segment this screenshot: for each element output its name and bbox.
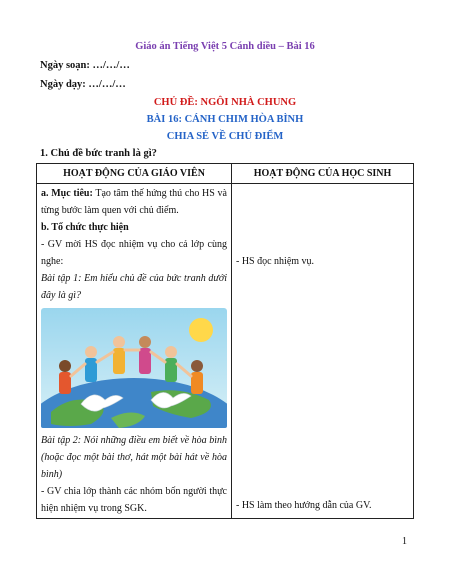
peace-illustration xyxy=(41,308,227,428)
topic-theme: CHỦ ĐỀ: NGÔI NHÀ CHUNG xyxy=(153,97,297,108)
date-prepared: Ngày soạn: …/…/… xyxy=(40,60,130,71)
lesson-subtitle: CHIA SẺ VỀ CHỦ ĐIỂM xyxy=(166,131,284,142)
sun-shape xyxy=(189,318,213,342)
exercise-2: Bài tập 2: Nói những điều em biết về hòa bình (hoặc đọc một bài thơ, hát một bài hát về hòa bình) xyxy=(41,435,227,480)
exercise-1: Bài tập 1: Em hiểu chủ đề của bức tranh dưới đây là gì? xyxy=(41,273,227,301)
teacher-step-1: - GV mời HS đọc nhiệm vụ cho cả lớp cùng nghe: xyxy=(41,239,227,267)
student-activity-cell xyxy=(232,184,414,519)
document-title: Giáo án Tiếng Việt 5 Cánh diều – Bài 16 xyxy=(135,41,315,52)
student-response-2: - HS làm theo hướng dẫn của GV. xyxy=(236,500,372,511)
table-row xyxy=(37,184,414,519)
objective-text: Tạo tâm thế hứng thú cho HS và từng bước làm quen với chủ điểm. xyxy=(41,188,227,216)
student-column-header: HOẠT ĐỘNG CỦA HỌC SINH xyxy=(232,164,414,184)
section-heading: 1. Chủ đề bức tranh là gì? xyxy=(40,148,157,159)
objective-label: a. Mục tiêu: xyxy=(41,188,93,199)
teacher-column-header: HOẠT ĐỘNG CỦA GIÁO VIÊN xyxy=(37,164,232,184)
table-header-row xyxy=(37,164,414,184)
objective-paragraph xyxy=(41,185,227,219)
teacher-step-2: - GV chia lớp thành các nhóm bốn người thực hiện nhiệm vụ trong SGK. xyxy=(41,486,227,514)
student-response-1: - HS đọc nhiệm vụ. xyxy=(236,256,315,267)
page-number: 1 xyxy=(402,536,407,547)
lesson-table xyxy=(36,163,414,519)
date-taught: Ngày dạy: …/…/… xyxy=(40,79,126,90)
teacher-activity-cell xyxy=(37,184,232,519)
lesson-title: BÀI 16: CÁNH CHIM HÒA BÌNH xyxy=(146,114,304,125)
procedure-label: b. Tổ chức thực hiện xyxy=(41,222,129,233)
